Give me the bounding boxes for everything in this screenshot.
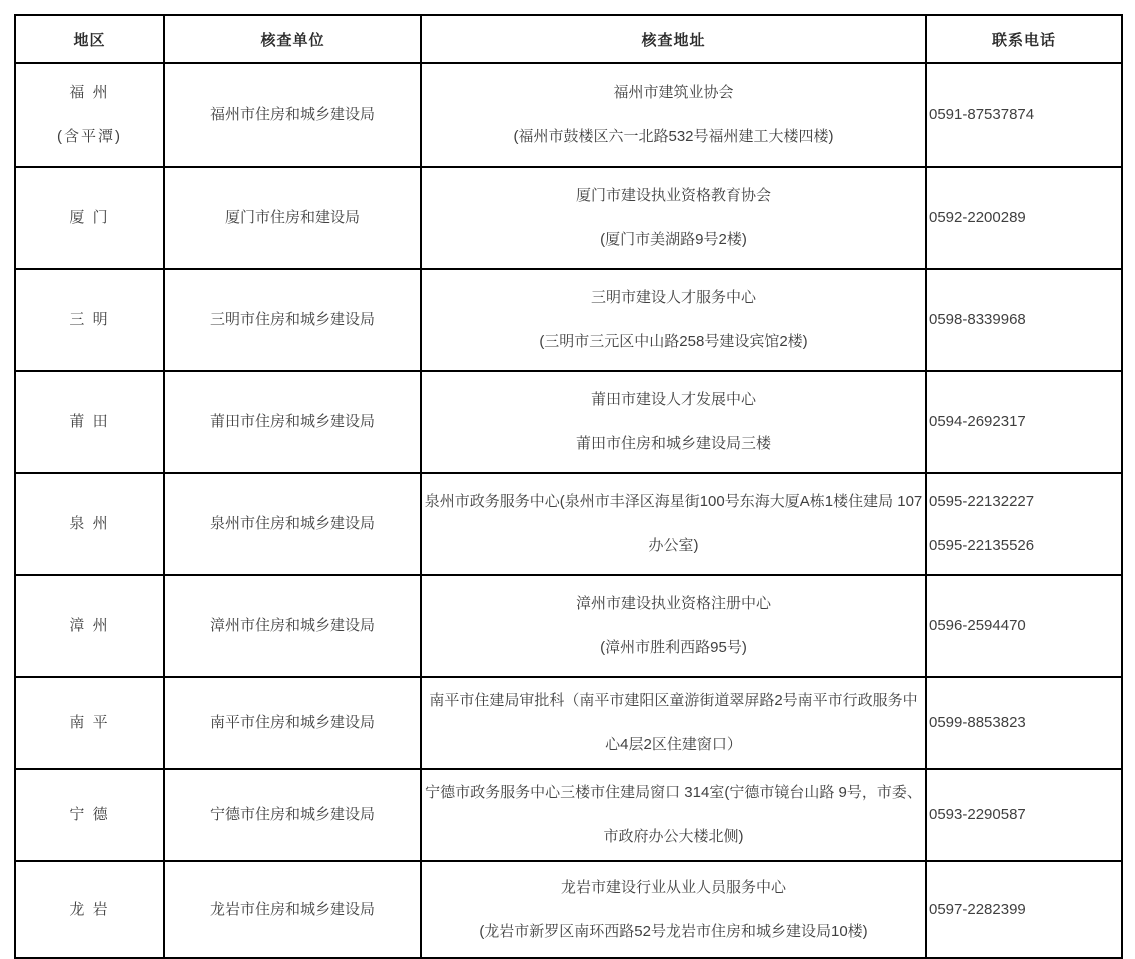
address-cell xyxy=(421,473,926,575)
address-line: 南平市住建局审批科（南平市建阳区童游街道翠屏路2号南平市行政服务中心4层2区住建窗口） xyxy=(429,692,918,753)
region-line: 三 明 xyxy=(69,311,110,328)
region-line: 南 平 xyxy=(69,714,110,731)
address-line: 厦门市建设执业资格教育协会 xyxy=(575,187,771,204)
unit-name: 三明市住房和城乡建设局 xyxy=(209,311,375,328)
phone-number: 0596-2594470 xyxy=(929,617,1026,634)
table-row xyxy=(15,769,1122,861)
region-line: 漳 州 xyxy=(69,617,110,634)
table-row xyxy=(15,677,1122,769)
unit-name: 泉州市住房和城乡建设局 xyxy=(209,515,375,532)
unit-cell xyxy=(164,575,421,677)
address-cell xyxy=(421,371,926,473)
region-cell xyxy=(15,861,164,958)
unit-cell xyxy=(164,269,421,371)
address-line: 宁德市政务服务中心三楼市住建局窗口 314室(宁德市镜台山路 9号，市委、市政府办公大楼北侧) xyxy=(425,784,922,845)
address-cell xyxy=(421,575,926,677)
unit-name: 南平市住房和城乡建设局 xyxy=(209,714,375,731)
region-line: 宁 德 xyxy=(69,806,110,823)
region-cell xyxy=(15,575,164,677)
address-line: (福州市鼓楼区六一北路532号福州建工大楼四楼) xyxy=(513,128,834,145)
region-line: 龙 岩 xyxy=(69,900,110,918)
address-line: (龙岩市新罗区南环西路52号龙岩市住房和城乡建设局10楼) xyxy=(479,922,868,940)
table-row xyxy=(15,167,1122,269)
region-cell xyxy=(15,473,164,575)
address-line: (漳州市胜利西路95号) xyxy=(600,639,747,656)
phone-number: 0598-8339968 xyxy=(929,311,1026,328)
region-line: 泉 州 xyxy=(69,515,110,532)
col-header-unit: 核查单位 xyxy=(164,15,421,63)
table-row xyxy=(15,473,1122,575)
unit-cell xyxy=(164,63,421,167)
table-row xyxy=(15,861,1122,958)
unit-cell xyxy=(164,473,421,575)
phone-cell xyxy=(926,575,1122,677)
address-line: 莆田市建设人才发展中心 xyxy=(590,391,756,408)
unit-cell xyxy=(164,861,421,958)
address-cell xyxy=(421,769,926,861)
phone-number: 0591-87537874 xyxy=(929,106,1035,123)
address-line: 福州市建筑业协会 xyxy=(613,84,734,101)
address-line: 漳州市建设执业资格注册中心 xyxy=(575,595,771,612)
unit-name: 漳州市住房和城乡建设局 xyxy=(209,617,375,634)
phone-cell xyxy=(926,63,1122,167)
phone-cell xyxy=(926,677,1122,769)
unit-name: 福州市住房和城乡建设局 xyxy=(209,106,375,123)
phone-cell xyxy=(926,861,1122,958)
region-cell xyxy=(15,269,164,371)
phone-number: 0599-8853823 xyxy=(929,714,1026,731)
address-cell xyxy=(421,63,926,167)
phone-cell xyxy=(926,269,1122,371)
region-line: (含平潭) xyxy=(57,128,122,145)
phone-cell xyxy=(926,167,1122,269)
unit-name: 莆田市住房和城乡建设局 xyxy=(209,413,375,430)
verification-units-table xyxy=(14,14,1123,959)
phone-number: 0594-2692317 xyxy=(929,413,1026,430)
unit-cell xyxy=(164,677,421,769)
address-line: 三明市建设人才服务中心 xyxy=(590,289,756,306)
address-line: (厦门市美湖路9号2楼) xyxy=(600,231,747,248)
phone-number: 0595-22135526 xyxy=(929,537,1035,554)
region-cell xyxy=(15,769,164,861)
address-cell xyxy=(421,861,926,958)
unit-name: 龙岩市住房和城乡建设局 xyxy=(209,900,375,918)
table-row xyxy=(15,575,1122,677)
phone-number: 0597-2282399 xyxy=(929,900,1026,918)
phone-number: 0595-22132227 xyxy=(929,493,1035,510)
table-row xyxy=(15,63,1122,167)
unit-cell xyxy=(164,769,421,861)
address-cell xyxy=(421,167,926,269)
unit-name: 厦门市住房和建设局 xyxy=(224,209,360,226)
region-cell xyxy=(15,63,164,167)
phone-number: 0593-2290587 xyxy=(929,806,1026,823)
region-cell xyxy=(15,677,164,769)
header-row xyxy=(15,15,1122,63)
address-cell xyxy=(421,677,926,769)
region-line: 福 州 xyxy=(69,84,110,101)
phone-cell xyxy=(926,371,1122,473)
col-header-phone: 联系电话 xyxy=(926,15,1122,63)
table-body xyxy=(15,63,1122,958)
region-cell xyxy=(15,371,164,473)
col-header-address: 核查地址 xyxy=(421,15,926,63)
unit-name: 宁德市住房和城乡建设局 xyxy=(209,806,375,823)
phone-cell xyxy=(926,473,1122,575)
address-line: 龙岩市建设行业从业人员服务中心 xyxy=(560,878,786,896)
table-row xyxy=(15,269,1122,371)
region-line: 厦 门 xyxy=(69,209,110,226)
col-header-region: 地区 xyxy=(15,15,164,63)
region-cell xyxy=(15,167,164,269)
address-line: (三明市三元区中山路258号建设宾馆2楼) xyxy=(539,333,808,350)
table-header xyxy=(15,15,1122,63)
address-line: 泉州市政务服务中心(泉州市丰泽区海星街100号东海大厦A栋1楼住建局 107 办公室) xyxy=(424,493,923,554)
address-cell xyxy=(421,269,926,371)
phone-cell xyxy=(926,769,1122,861)
region-line: 莆 田 xyxy=(69,413,110,430)
unit-cell xyxy=(164,167,421,269)
table-row xyxy=(15,371,1122,473)
address-line: 莆田市住房和城乡建设局三楼 xyxy=(575,435,771,452)
unit-cell xyxy=(164,371,421,473)
phone-number: 0592-2200289 xyxy=(929,209,1026,226)
